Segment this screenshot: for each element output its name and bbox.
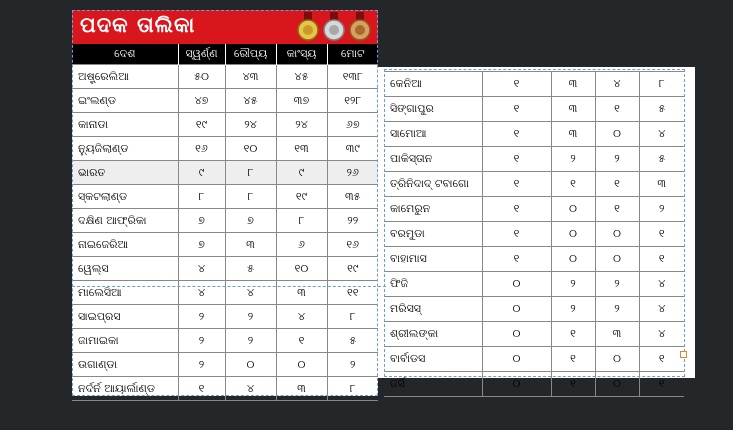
- cell-country: ନର୍ଦର୍ନ ଆୟାର୍ଲାଣ୍ଡ: [72, 377, 178, 401]
- cell-total: ୧୬: [327, 233, 378, 257]
- column-header-silver: ରୌପ୍ୟ: [225, 44, 276, 65]
- cell-silver: ୫: [225, 257, 276, 281]
- cell-gold: ୧୯: [178, 113, 225, 137]
- silver-medal-icon: [324, 12, 344, 40]
- cell-bronze: ୨: [595, 147, 639, 172]
- cell-silver: ୪୩: [225, 65, 276, 89]
- cell-country: ସ୍କଟଲାଣ୍ଡ: [72, 185, 178, 209]
- cell-silver: ୨: [225, 305, 276, 329]
- cell-country: ଦକ୍ଷିଣ ଆଫ୍ରିକା: [72, 209, 178, 233]
- medal-table-main: [72, 44, 378, 401]
- cell-bronze: ୦: [595, 247, 639, 272]
- table-row: [72, 233, 378, 257]
- cell-bronze: ୧: [595, 197, 639, 222]
- table-row: [384, 347, 684, 372]
- cell-gold: ୦: [482, 372, 551, 397]
- cell-country: ତ୍ରିନିଦାଦ୍ ଟବାଗୋ: [384, 172, 482, 197]
- cell-silver: ୮: [225, 161, 276, 185]
- cell-gold: ୧: [178, 377, 225, 401]
- cell-total: ୫: [327, 329, 378, 353]
- cell-gold: ୧: [482, 147, 551, 172]
- cell-silver: ୨: [225, 329, 276, 353]
- cell-silver: ୨: [551, 272, 595, 297]
- cell-country: ଇଂଲଣ୍ଡ: [72, 89, 178, 113]
- cell-bronze: ୧: [595, 172, 639, 197]
- cell-bronze: ୧୩: [276, 137, 327, 161]
- cell-country: ମରିସସ୍: [384, 297, 482, 322]
- cell-gold: ୦: [482, 272, 551, 297]
- cell-gold: ୯: [178, 161, 225, 185]
- cell-silver: ୮: [225, 185, 276, 209]
- cell-gold: ୪: [178, 257, 225, 281]
- cell-silver: ୦: [551, 222, 595, 247]
- cell-country: ବାହାମାସ: [384, 247, 482, 272]
- table-row: [384, 372, 684, 397]
- medals-icon: [296, 12, 372, 42]
- cell-bronze: ୦: [595, 222, 639, 247]
- cell-bronze: ୧: [595, 97, 639, 122]
- cell-bronze: ୩: [595, 322, 639, 347]
- cell-total: ୧୯: [327, 257, 378, 281]
- table-row: [384, 172, 684, 197]
- cell-total: ୮: [327, 377, 378, 401]
- table-row: [72, 113, 378, 137]
- cell-total: ୮: [639, 72, 684, 97]
- cell-bronze: ୪: [595, 72, 639, 97]
- medal-table-panel-right: [378, 67, 695, 390]
- cell-bronze: ୨: [595, 272, 639, 297]
- cell-total: ୫: [639, 147, 684, 172]
- table-row: [72, 329, 378, 353]
- cell-country: ପାକିସ୍ତାନ: [384, 147, 482, 172]
- cell-silver: ୪୫: [225, 89, 276, 113]
- cell-silver: ୩: [225, 233, 276, 257]
- cell-country: କାମେରୁନ: [384, 197, 482, 222]
- cell-bronze: ୦: [276, 353, 327, 377]
- cell-silver: ୭: [225, 209, 276, 233]
- cell-silver: ୧: [551, 347, 595, 372]
- cell-country: ଜାମାଇକା: [72, 329, 178, 353]
- cell-total: ୩୯: [327, 137, 378, 161]
- cell-silver: ୨: [551, 297, 595, 322]
- cell-total: ୩୫: [327, 185, 378, 209]
- column-header-bronze: କାଂସ୍ୟ: [276, 44, 327, 65]
- cell-country: କେନିଆ: [384, 72, 482, 97]
- table-row: [384, 72, 684, 97]
- cell-total: ୧: [639, 247, 684, 272]
- cell-country: ବାର୍ବାଡସ: [384, 347, 482, 372]
- cell-bronze: ୩: [276, 281, 327, 305]
- cell-total: ୧: [639, 372, 684, 397]
- cell-bronze: ୩: [276, 377, 327, 401]
- cell-total: ୨୨: [327, 209, 378, 233]
- cell-country: ଭାରତ: [72, 161, 178, 185]
- cell-total: ୫: [639, 97, 684, 122]
- table-row: [384, 322, 684, 347]
- cell-country: ଜର୍ସି: [384, 372, 482, 397]
- table-row: [72, 209, 378, 233]
- cell-country: ଶ୍ରୀଲଙ୍କା: [384, 322, 482, 347]
- cell-gold: ୪୭: [178, 89, 225, 113]
- cell-bronze: ୮: [276, 209, 327, 233]
- cell-silver: ୧୦: [225, 137, 276, 161]
- cell-country: କାନାଡା: [72, 113, 178, 137]
- cell-bronze: ୧: [276, 329, 327, 353]
- cell-total: ୪: [639, 322, 684, 347]
- cell-total: ୧: [639, 347, 684, 372]
- cell-bronze: ୨: [595, 297, 639, 322]
- cell-bronze: ୦: [595, 347, 639, 372]
- cell-gold: ୧: [482, 247, 551, 272]
- cell-gold: ୦: [482, 297, 551, 322]
- cell-silver: ୧: [551, 322, 595, 347]
- cell-silver: ୩: [551, 97, 595, 122]
- cell-country: ଫିଜି: [384, 272, 482, 297]
- cell-country: ନାଇଜେରିଆ: [72, 233, 178, 257]
- cell-silver: ୨୪: [225, 113, 276, 137]
- table-row: [384, 297, 684, 322]
- column-header-country: ଦେଶ: [72, 44, 178, 65]
- table-row: [72, 305, 378, 329]
- table-row: [384, 272, 684, 297]
- table-row: [384, 97, 684, 122]
- cell-gold: ୮: [178, 185, 225, 209]
- cell-silver: ୦: [551, 197, 595, 222]
- cell-country: ଅଷ୍ଟ୍ରେଲିଆ: [72, 65, 178, 89]
- table-row: [384, 247, 684, 272]
- column-header-row: [72, 44, 378, 65]
- cell-country: ମାଲେସିଆ: [72, 281, 178, 305]
- cell-gold: ୧: [482, 72, 551, 97]
- resize-handle[interactable]: [680, 351, 687, 358]
- cell-total: ୨: [327, 353, 378, 377]
- table-row: [72, 89, 378, 113]
- page-title: ପଦକ ତାଲିକା: [80, 13, 196, 37]
- cell-bronze: ୦: [595, 122, 639, 147]
- cell-gold: ୧: [482, 97, 551, 122]
- cell-country: ସାମୋଆ: [384, 122, 482, 147]
- cell-gold: ୧: [482, 122, 551, 147]
- table-row: [72, 65, 378, 89]
- cell-country: ସାଇପ୍ରସ: [72, 305, 178, 329]
- table-row: [72, 137, 378, 161]
- cell-total: ୮: [327, 305, 378, 329]
- cell-gold: ୭: [178, 209, 225, 233]
- table-row: [384, 147, 684, 172]
- cell-silver: ୧: [551, 372, 595, 397]
- gold-medal-icon: [298, 12, 318, 40]
- bronze-medal-icon: [350, 12, 370, 40]
- cell-silver: ୩: [551, 122, 595, 147]
- cell-gold: ୨: [178, 353, 225, 377]
- cell-total: ୧୨୮: [327, 89, 378, 113]
- cell-gold: ୧: [482, 197, 551, 222]
- cell-total: ୪: [639, 297, 684, 322]
- table-row: [384, 197, 684, 222]
- cell-bronze: ୪: [276, 305, 327, 329]
- cell-total: ୪: [639, 122, 684, 147]
- cell-total: ୩: [639, 172, 684, 197]
- cell-total: ୨: [639, 197, 684, 222]
- cell-bronze: ୧୯: [276, 185, 327, 209]
- cell-total: ୨୬: [327, 161, 378, 185]
- cell-bronze: ୬: [276, 233, 327, 257]
- cell-gold: ୪: [178, 281, 225, 305]
- table-row: [72, 161, 378, 185]
- cell-gold: ୦: [482, 347, 551, 372]
- cell-bronze: ୦: [595, 372, 639, 397]
- cell-gold: ୦: [482, 322, 551, 347]
- cell-country: ସିଙ୍ଗାପୁର: [384, 97, 482, 122]
- cell-bronze: ୯: [276, 161, 327, 185]
- cell-gold: ୧୬: [178, 137, 225, 161]
- cell-silver: ୧: [551, 172, 595, 197]
- cell-silver: ୦: [225, 353, 276, 377]
- cell-total: ୧୧: [327, 281, 378, 305]
- medal-table-continued: [384, 71, 684, 397]
- cell-country: ଉଗାଣ୍ଡା: [72, 353, 178, 377]
- table-row: [384, 122, 684, 147]
- cell-silver: ୪: [225, 281, 276, 305]
- medal-table-panel-left: [72, 10, 378, 396]
- column-header-gold: ସ୍ୱର୍ଣ୍ଣ: [178, 44, 225, 65]
- cell-silver: ୦: [551, 247, 595, 272]
- cell-gold: ୨: [178, 305, 225, 329]
- column-header-total: ମୋଟ: [327, 44, 378, 65]
- cell-gold: ୧: [482, 222, 551, 247]
- table-row: [72, 257, 378, 281]
- cell-total: ୪: [639, 272, 684, 297]
- table-row: [72, 281, 378, 305]
- medal-table-header: [72, 10, 378, 44]
- cell-total: ୧: [639, 222, 684, 247]
- table-row: [72, 353, 378, 377]
- cell-country: ୱେଲ୍‌ସ: [72, 257, 178, 281]
- cell-gold: ୭: [178, 233, 225, 257]
- cell-country: ବରମୁଡା: [384, 222, 482, 247]
- cell-silver: ୩: [551, 72, 595, 97]
- cell-gold: ୫୦: [178, 65, 225, 89]
- cell-silver: ୪: [225, 377, 276, 401]
- cell-bronze: ୧୦: [276, 257, 327, 281]
- cell-gold: ୧: [482, 172, 551, 197]
- cell-silver: ୨: [551, 147, 595, 172]
- cell-country: ନ୍ୟୁଜିଲାଣ୍ଡ: [72, 137, 178, 161]
- cell-gold: ୨: [178, 329, 225, 353]
- cell-bronze: ୪୫: [276, 65, 327, 89]
- cell-total: ୬୭: [327, 113, 378, 137]
- cell-bronze: ୨୪: [276, 113, 327, 137]
- table-row: [72, 377, 378, 401]
- cell-total: ୧୩୮: [327, 65, 378, 89]
- table-row: [384, 222, 684, 247]
- table-row: [72, 185, 378, 209]
- cell-bronze: ୩୭: [276, 89, 327, 113]
